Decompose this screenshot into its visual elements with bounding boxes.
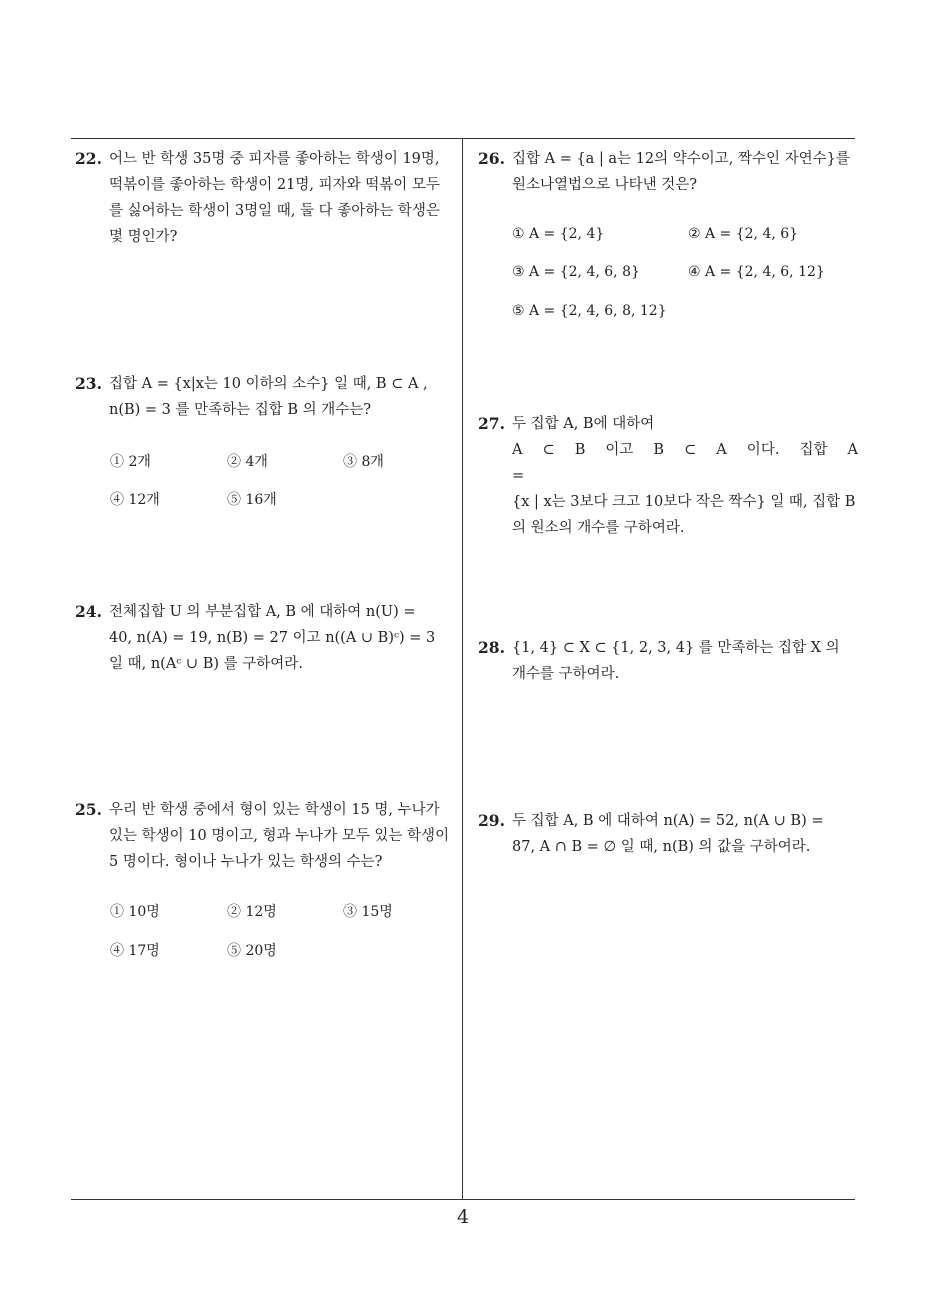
choice-option[interactable]: ⑤ 16개 bbox=[227, 492, 277, 508]
question-text-line: 일 때, n(Aᶜ ∪ B) 를 구하여라. bbox=[109, 656, 303, 672]
choice-option[interactable]: ② 12명 bbox=[227, 904, 277, 920]
question-23 bbox=[75, 371, 455, 423]
question-text-line: 개수를 구하여라. bbox=[512, 666, 620, 682]
question-number: 27. bbox=[478, 414, 505, 433]
question-text-line: 의 원소의 개수를 구하여라. bbox=[512, 520, 685, 536]
question-25 bbox=[75, 797, 455, 875]
question-text-line: 87, A ∩ B = ∅ 일 때, n(B) 의 값을 구하여라. bbox=[512, 839, 811, 855]
question-text-line: 어느 반 학생 35명 중 피자를 좋아하는 학생이 19명, bbox=[109, 151, 440, 167]
choice-option[interactable]: ③ 15명 bbox=[343, 904, 393, 920]
choice-option[interactable]: ④ 12개 bbox=[110, 492, 160, 508]
question-number: 26. bbox=[478, 149, 505, 168]
question-28 bbox=[478, 635, 858, 687]
choice-option[interactable]: ⑤ 20명 bbox=[227, 943, 277, 959]
question-number: 22. bbox=[75, 149, 102, 168]
choice-option[interactable]: ④ A = {2, 4, 6, 12} bbox=[688, 264, 825, 280]
choice-option[interactable]: ① 10명 bbox=[110, 904, 160, 920]
question-number: 25. bbox=[75, 800, 102, 819]
question-text-line: 집합 A = {x|x는 10 이하의 소수} 일 때, B ⊂ A , bbox=[109, 376, 428, 392]
choice-option[interactable]: ② A = {2, 4, 6} bbox=[688, 226, 799, 242]
question-text-line: {x | x는 3보다 크고 10보다 작은 짝수} 일 때, 집합 B bbox=[512, 494, 856, 510]
question-text-line: 두 집합 A, B 에 대하여 n(A) = 52, n(A ∪ B) = bbox=[512, 813, 824, 829]
question-26 bbox=[478, 146, 858, 198]
question-number: 28. bbox=[478, 638, 505, 657]
choice-option[interactable]: ② 4개 bbox=[227, 454, 268, 470]
bottom-rule bbox=[71, 1199, 855, 1200]
question-text-line: 떡볶이를 좋아하는 학생이 21명, 피자와 떡볶이 모두 bbox=[109, 177, 440, 193]
page-number: 4 bbox=[456, 1206, 470, 1228]
question-text-line: 5 명이다. 형이나 누나가 있는 학생의 수는? bbox=[109, 854, 383, 870]
question-27 bbox=[478, 411, 858, 541]
question-number: 29. bbox=[478, 811, 505, 830]
question-text-line: 40, n(A) = 19, n(B) = 27 이고 n((A ∪ B)ᶜ) = 3 bbox=[109, 630, 436, 646]
question-text-line: 원소나열법으로 나타낸 것은? bbox=[512, 177, 698, 193]
question-text-line: 를 싫어하는 학생이 3명일 때, 둘 다 좋아하는 학생은 bbox=[109, 203, 440, 219]
question-text-line: n(B) = 3 를 만족하는 집합 B 의 개수는? bbox=[109, 402, 372, 418]
choice-option[interactable]: ⑤ A = {2, 4, 6, 8, 12} bbox=[512, 303, 667, 319]
question-text-line: {1, 4} ⊂ X ⊂ {1, 2, 3, 4} 를 만족하는 집합 X 의 bbox=[512, 640, 840, 656]
question-number: 23. bbox=[75, 374, 102, 393]
question-22 bbox=[75, 146, 455, 250]
question-number: 24. bbox=[75, 602, 102, 621]
column-divider bbox=[462, 139, 463, 1200]
choice-option[interactable]: ③ 8개 bbox=[343, 454, 384, 470]
question-24 bbox=[75, 599, 455, 677]
choice-option[interactable]: ③ A = {2, 4, 6, 8} bbox=[512, 264, 640, 280]
question-text-line: 전체집합 U 의 부분집합 A, B 에 대하여 n(U) = bbox=[109, 604, 416, 620]
question-text-line: 몇 명인가? bbox=[109, 229, 178, 245]
question-text-line: 있는 학생이 10 명이고, 형과 누나가 모두 있는 학생이 bbox=[109, 828, 450, 844]
choice-option[interactable]: ④ 17명 bbox=[110, 943, 160, 959]
choice-option[interactable]: ① 2개 bbox=[110, 454, 151, 470]
question-text-line: 우리 반 학생 중에서 형이 있는 학생이 15 명, 누나가 bbox=[109, 802, 440, 818]
top-rule bbox=[71, 138, 855, 139]
question-text-line: A ⊂ B 이고 B ⊂ A 이다. 집합 A = bbox=[512, 442, 858, 484]
question-text-line: 두 집합 A, B에 대하여 bbox=[512, 416, 655, 432]
choice-option[interactable]: ① A = {2, 4} bbox=[512, 226, 605, 242]
question-text-line: 집합 A = {a | a는 12의 약수이고, 짝수인 자연수}를 bbox=[512, 151, 850, 167]
question-29 bbox=[478, 808, 858, 860]
